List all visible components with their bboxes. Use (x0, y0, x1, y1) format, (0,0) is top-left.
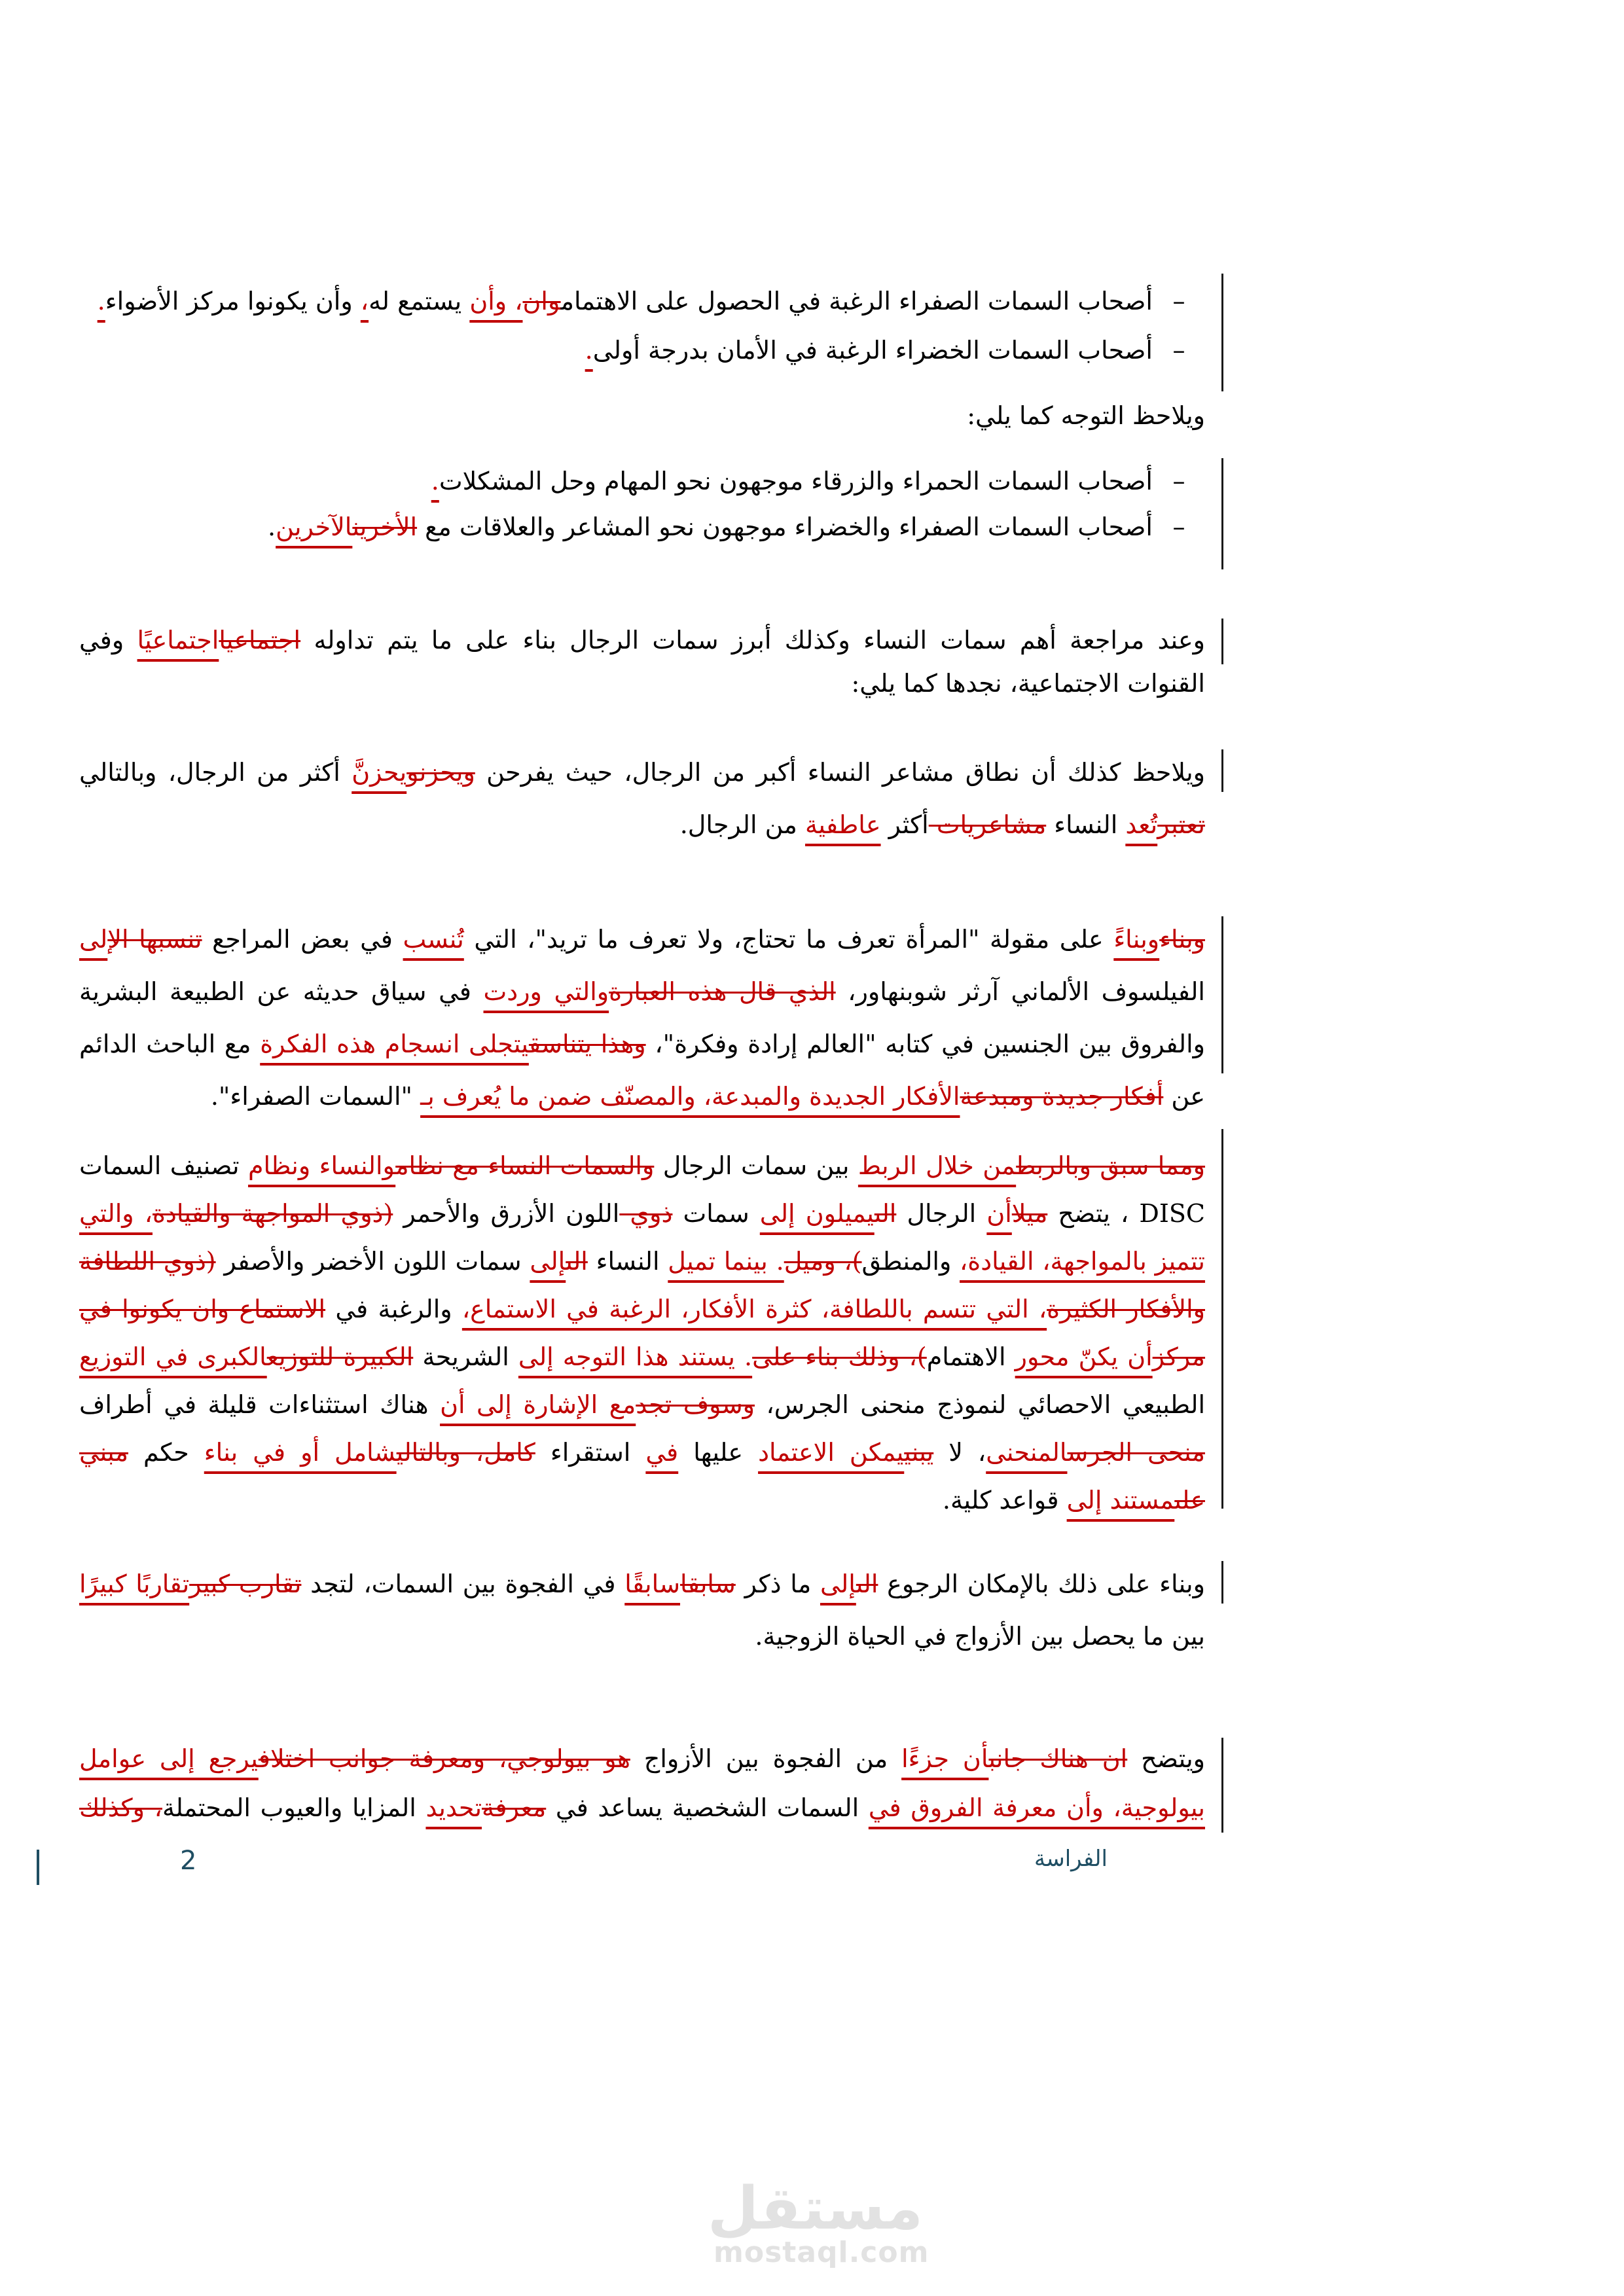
dash-bullet-icon: – (1172, 467, 1185, 495)
tracked-deletion: سابقا (680, 1570, 736, 1598)
footer-title: الفراسة (1034, 1846, 1108, 1872)
dash-bullet-icon: – (1172, 336, 1185, 365)
dash-bullet-icon: – (1172, 512, 1185, 541)
tracked-insertion: يميلون إلى (759, 1199, 875, 1228)
tracked-insertion: إلى (820, 1570, 856, 1598)
tracked-insertion: تحديد (425, 1793, 482, 1822)
text-run: أصحاب السمات الحمراء والزرقاء موجهون نحو المهام وحل المشكلات (439, 467, 1153, 495)
tracked-insertion: الكبرى في التوزيع (79, 1342, 267, 1371)
text-run: استقراء (535, 1438, 646, 1467)
tracked-insertion: . يستند هذا التوجه إلى (518, 1342, 753, 1371)
tracked-deletion: هو بيولوجي، ومعرفة جوانب اختلاف (258, 1744, 630, 1773)
tracked-deletion: ويحزنو (406, 758, 475, 787)
tracked-insertion: ، التي تتسم باللطافة، كثرة الأفكار، الرغبة في الاستماع، (461, 1295, 1047, 1323)
tracked-insertion: والتي وردت (483, 977, 609, 1006)
text-run: بين سمات الرجال (654, 1151, 858, 1180)
tracked-deletion: )، وذلك بناء على (752, 1342, 927, 1371)
text-run: وأن يكونوا مركز الأضواء (105, 287, 361, 315)
tracked-deletion: الى (566, 1247, 588, 1276)
text-run: الشريحة (413, 1342, 518, 1371)
tracked-deletion: (ذوي اللطافة والأفكار الكثيرة (79, 1247, 1205, 1323)
tracked-insertion: عاطفية (805, 810, 881, 839)
tracked-insertion: سابقًا (624, 1570, 681, 1598)
bullet-item (354, 461, 1205, 501)
watermark-arabic: مستقل (707, 2174, 923, 2243)
text-run: مع الباحث الدائم عن (79, 1030, 1205, 1111)
tracked-insertion: تقاربًا كبيرًا (79, 1570, 190, 1598)
intro-orientation (354, 396, 1205, 435)
text-run: أصحاب السمات الصفراء والخضراء موجهون نحو المشاعر والعلاقات مع (417, 512, 1153, 541)
tracked-insertion: مع الإشارة إلى أن (440, 1390, 636, 1419)
tracked-insertion: أن (986, 1199, 1012, 1228)
paragraph-3 (79, 913, 1205, 1122)
text-run: "السمات الصفراء". (210, 1082, 421, 1111)
tracked-insertion: من خلال الربط (857, 1151, 1017, 1180)
page-number: 2 (180, 1846, 197, 1876)
tracked-insertion: ، وأن (469, 287, 523, 315)
text-run: ويتضح (1127, 1744, 1205, 1773)
tracked-insertion: تُعد (1125, 810, 1158, 839)
bullet-item (268, 507, 1205, 547)
tracked-insertion: مستند إلى (1066, 1486, 1175, 1515)
text-run: في بعض المراجع (202, 925, 403, 954)
tracked-insertion: . (97, 287, 105, 315)
text-run: تصنيف السمات DISC ، يتضح (79, 1151, 1205, 1228)
text-run: يستمع له (369, 287, 470, 315)
tracked-deletion: منحى الجرس (1067, 1438, 1205, 1467)
text-run: وعند مراجعة أهم سمات النساء وكذلك أبرز سمات الرجال بناء على ما يتم تداوله (300, 626, 1205, 655)
text-run: والمنطق (861, 1247, 960, 1276)
text-run: على مقولة "المرأة تعرف ما تحتاج، ولا تعرف ما تريد"، التي (463, 925, 1114, 954)
tracked-insertion: تُنسب (403, 925, 464, 954)
tracked-deletion: ميلا (1011, 1199, 1048, 1228)
tracked-deletion: والسمات النساء مع نظام (395, 1151, 655, 1180)
change-bar (1221, 1738, 1223, 1833)
dash-bullet-icon: – (1172, 287, 1185, 315)
text-run: في القنوات الاجتماعية، نجدها كما يلي: (79, 626, 1205, 698)
text-run: أصحاب السمات الصفراء الرغبة في الحصول على الاهتمام (560, 287, 1153, 315)
tracked-insertion: اجتماعيًا (137, 626, 219, 655)
text-run: ما ذكر (735, 1570, 820, 1598)
tracked-insertion: المنحنى (986, 1438, 1068, 1467)
tracked-insertion: يتجلى انسجام هذه الفكرة (260, 1030, 529, 1058)
change-bar (1221, 458, 1223, 569)
text-run: النساء (1046, 810, 1126, 839)
list1-item-1 (585, 336, 1153, 365)
paragraph-text: ويلاحظ التوجه كما يلي: (967, 401, 1205, 430)
tracked-deletion: وهذا يتناسق (528, 1030, 646, 1058)
text-run: أصحاب السمات الخضراء الرغبة في الأمان بدرجة أولى (592, 336, 1153, 365)
text-run: النساء (587, 1247, 668, 1276)
tracked-deletion: ذوي (619, 1199, 673, 1228)
tracked-deletion: الاستماع وان يكونوا في مركز (79, 1295, 1206, 1371)
paragraph-6 (79, 1734, 1205, 1839)
watermark-latin: mostaql.com (713, 2236, 929, 2269)
text-run: أكثر (880, 810, 929, 839)
bullet-item (354, 331, 1205, 370)
tracked-insertion: . بينما تميل (668, 1247, 784, 1276)
change-bar (1221, 1129, 1223, 1509)
footer-accent-bar (37, 1850, 39, 1885)
tracked-insertion: الآخرين (276, 512, 353, 541)
tracked-deletion: وسوف تجد (636, 1390, 755, 1419)
tracked-insertion: في (645, 1438, 679, 1467)
tracked-deletion: مبني على (79, 1438, 1205, 1515)
text-run: و (111, 626, 137, 655)
text-run: الاهتمام (926, 1342, 1015, 1371)
tracked-deletion: أفكار جديدة ومبدعة (960, 1082, 1164, 1111)
change-bar (1221, 619, 1223, 664)
change-bar (1221, 274, 1223, 391)
text-run: أكثر من الرجال، وبالتالي (79, 758, 352, 787)
text-run: الطبيعي الاحصائي لنموذج منحنى الجرس، (755, 1390, 1206, 1419)
tracked-insertion: والنساء ونظام (247, 1151, 396, 1180)
tracked-deletion: ، وكذلك (79, 1793, 162, 1822)
tracked-deletion: اجتماعيا (219, 626, 301, 655)
tracked-deletion: الى (856, 1570, 878, 1598)
paragraph-1 (79, 619, 1205, 705)
tracked-deletion: الأخرين (352, 512, 418, 541)
tracked-deletion: معرفة (482, 1793, 547, 1822)
tracked-insertion: ، (360, 287, 369, 315)
tracked-deletion: وان (522, 287, 561, 315)
tracked-deletion: الكبيرة للتوزيع (266, 1342, 414, 1371)
text-run: عليها (678, 1438, 759, 1467)
text-run: في الفجوة بين السمات، لتجد (301, 1570, 625, 1598)
tracked-insertion: الأفكار الجديدة والمبدعة، والمصنّف ضمن ما يُعرف بـ (420, 1082, 960, 1111)
text-run: في سياق حديثه عن الطبيعة البشرية والفروق بين الجنسين في كتابه "العالم إرادة وفكرة"، (79, 977, 1205, 1058)
tracked-insertion: وبناءً (1113, 925, 1160, 954)
text-run: الرجال (896, 1199, 987, 1228)
text-run: بين ما يحصل بين الأزواج في الحياة الزوجية. (755, 1622, 1205, 1651)
text-run: ويلاحظ كذلك أن نطاق مشاعر النساء أكبر من الرجال، حيث يفرحن (475, 758, 1205, 787)
text-run: حكم (128, 1438, 204, 1467)
tracked-insertion: ، والتي تتميز بالمواجهة، القيادة، (79, 1199, 1206, 1276)
tracked-insertion: . (585, 336, 593, 365)
tracked-deletion: ان هناك جانب (988, 1744, 1128, 1773)
change-bar (1221, 1561, 1223, 1604)
tracked-insertion: يمكن الاعتماد (758, 1438, 905, 1467)
tracked-insertion: يحزنَّ (352, 758, 407, 787)
tracked-insertion: أن يكنّ محور (1015, 1342, 1153, 1371)
text-run: ، لا (933, 1438, 986, 1467)
text-run: سمات (672, 1199, 760, 1228)
tracked-deletion: ومما سبق وبالربط (1016, 1151, 1206, 1180)
list2-item-1 (268, 512, 1153, 541)
bullet-item (97, 281, 1205, 321)
tracked-deletion: وبناء (1159, 925, 1205, 954)
tracked-insertion: أن جزءًا (901, 1744, 989, 1773)
tracked-insertion: يرجع إلى عوامل بيولوجية، وأن معرفة الفروق في (79, 1744, 1205, 1822)
text-run: هناك استثناءات قليلة في أطراف (79, 1390, 441, 1419)
tracked-deletion: تقارب كبير (189, 1570, 302, 1598)
text-run: المزايا والعيوب المحتملة (162, 1793, 426, 1822)
tracked-deletion: تنسبها ال (107, 925, 202, 954)
text-run: الفيلسوف الألماني آرثر شوبنهاور، (835, 977, 1205, 1006)
text-run: وبناء على ذلك بالإمكان الرجوع (878, 1570, 1205, 1598)
tracked-deletion: الى (874, 1199, 897, 1228)
text-run: اللون الأزرق والأحمر (393, 1199, 620, 1228)
tracked-insertion: شامل أو في بناء (204, 1438, 397, 1467)
text-run: من الفجوة بين الأزواج (630, 1744, 902, 1773)
text-run: سمات اللون الأخضر والأصفر (215, 1247, 530, 1276)
list1-item-0 (98, 287, 1153, 315)
tracked-deletion: تعتبر (1157, 810, 1205, 839)
tracked-deletion: مشاعريات (928, 810, 1047, 839)
list2-item-0 (431, 467, 1153, 495)
text-run: . (268, 512, 276, 541)
tracked-deletion: (ذوي المواجهة والقيادة (153, 1199, 393, 1228)
tracked-deletion: )، وميل (784, 1247, 862, 1276)
tracked-insertion: إلى (530, 1247, 566, 1276)
change-bar (1221, 916, 1223, 1073)
text-run: والرغبة في (325, 1295, 462, 1323)
tracked-deletion: يبني (904, 1438, 934, 1467)
tracked-deletion: كامل، وبالتالي (396, 1438, 535, 1467)
text-run: قواعد كلية. (942, 1486, 1067, 1515)
change-bar (1221, 749, 1223, 792)
paragraph-4 (79, 1142, 1205, 1524)
watermark-logo (707, 2174, 929, 2269)
text-run: السمات الشخصية يساعد في (546, 1793, 869, 1822)
tracked-deletion: الذي قال هذه العبارة (609, 977, 836, 1006)
tracked-insertion: . (431, 467, 439, 495)
tracked-insertion: إلى (79, 925, 108, 954)
paragraph-2 (79, 746, 1205, 851)
text-run: من الرجال. (679, 810, 805, 839)
paragraph-5 (79, 1558, 1205, 1662)
